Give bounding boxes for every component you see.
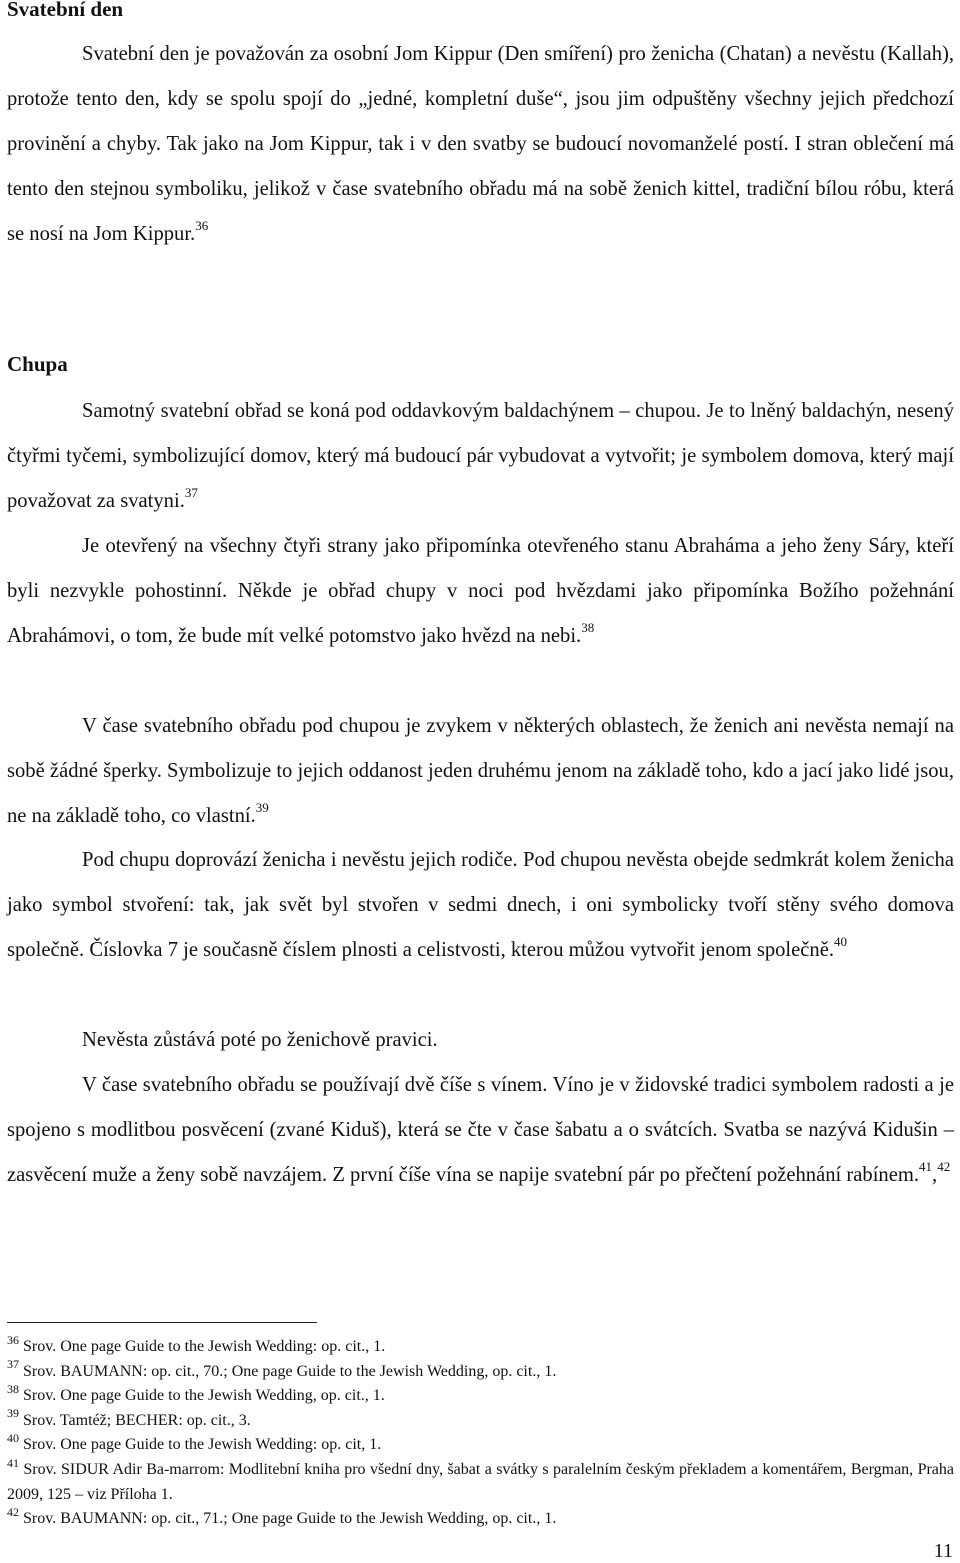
paragraph-jewelry xyxy=(7,704,954,839)
footnote-39 xyxy=(7,1406,954,1434)
footnote-ref: 41 xyxy=(919,1159,933,1175)
paragraph-abraham-tent xyxy=(7,524,954,659)
footnote-ref: 42 xyxy=(937,1159,951,1175)
footnote-ref: 37 xyxy=(184,485,198,501)
paragraph-text: V čase svatebního obřadu se používají dvě číše s vínem. Víno je v židovské tradici symbolem radosti a je spojeno s modlitbou posvěcení (zvané Kiduš), která se čte v čase šabatu a o svátcích. Svatba se nazývá Kidušin – zasvěcení muže a ženy sobě navzájem. Z první číše vína se napije svatební pár po přečtení požehnání rabínem. xyxy=(7,1074,954,1186)
footnote-number: 41 xyxy=(7,1455,19,1470)
paragraph-wine-cups xyxy=(7,1063,954,1198)
footnote-number: 39 xyxy=(7,1406,19,1421)
footnote-ref: 38 xyxy=(581,620,595,636)
footnote-text: Srov. One page Guide to the Jewish Wedding, op. cit., 1. xyxy=(23,1387,385,1405)
paragraph-text: Nevěsta zůstává poté po ženichově pravici. xyxy=(82,1029,438,1051)
footnote-text: Srov. SIDUR Adir Ba-marrom: Modlitební kniha pro všední dny, šabat a svátky s paralelním českým překladem a komentářem, Bergman, Praha 2009, 125 – viz Příloha 1. xyxy=(7,1460,955,1503)
paragraph-text: Pod chupu doprovází ženicha i nevěstu jejich rodiče. Pod chupou nevěsta obejde sedmkrát kolem ženicha jako symbol stvoření: tak, jak svět byl stvořen v sedmi dnech, i oni symbolicky tvoří stěny svého domova společně. Číslovka 7 je současně číslem plnosti a celistvosti, kterou můžou vytvořit jenom společně. xyxy=(7,849,954,961)
paragraph-text: Je otevřený na všechny čtyři strany jako připomínka otevřeného stanu Abraháma a jeho ženy Sáry, kteří byli nezvykle pohostinní. Někde je obřad chupy v noci pod hvězdami jako připomínka Božího požehnání Abrahámovi, o tom, že bude mít velké potomstvo jako hvězd na nebi. xyxy=(7,535,954,647)
footnote-text: Srov. One page Guide to the Jewish Wedding: op. cit., 1. xyxy=(23,1338,386,1355)
footnote-ref: 36 xyxy=(195,218,209,234)
paragraph-right-hand xyxy=(7,1018,954,1063)
paragraph-chupa-intro xyxy=(7,389,954,524)
footnote-text: Srov. BAUMANN: op. cit., 71.; One page Guide to the Jewish Wedding, op. cit., 1. xyxy=(23,1510,557,1528)
footnote-36 xyxy=(7,1332,954,1360)
footnote-ref: 39 xyxy=(255,800,269,816)
footnotes xyxy=(7,1332,955,1532)
footnote-text: Srov. One page Guide to the Jewish Wedding: op. cit, 1. xyxy=(23,1436,382,1454)
paragraph-text: V čase svatebního obřadu pod chupou je zvykem v některých oblastech, že ženich ani nevěsta nemají na sobě žádné šperky. Symbolizuje to jejich oddanost jeden druhému jenom na základě toho, kdo a jací jako lidé jsou, ne na základě toho, co vlastní. xyxy=(7,715,954,827)
footnote-38 xyxy=(7,1381,954,1409)
page-number: 11 xyxy=(933,1540,953,1562)
footnote-41 xyxy=(7,1455,955,1507)
footnote-text: Srov. Tamtéž; BECHER: op. cit., 3. xyxy=(23,1411,251,1429)
footnote-40 xyxy=(7,1433,954,1458)
section-heading-chupa: Chupa xyxy=(7,352,68,376)
paragraph-text: Svatební den je považován za osobní Jom Kippur (Den smíření) pro ženicha (Chatan) a nevěstu (Kallah), protože tento den, kdy se spolu spojí do „jedné, kompletní duše“, jsou jim odpuštěny všechny jejich předchozí provinění a chyby. Tak jako na Jom Kippur, tak i v den svatby se budoucí novomanželé postí. I stran oblečení má tento den stejnou symboliku, jelikož v čase svatebního obřadu má na sobě ženich kittel, tradiční bílou róbu, která se nosí na Jom Kippur. xyxy=(7,43,954,245)
footnote-37 xyxy=(7,1357,954,1385)
footnote-divider xyxy=(7,1322,317,1323)
footnote-number: 38 xyxy=(7,1381,19,1396)
footnote-number: 36 xyxy=(7,1332,19,1347)
footnote-number: 42 xyxy=(7,1504,19,1519)
paragraph-seven-circles xyxy=(7,838,954,973)
footnote-number: 40 xyxy=(7,1431,19,1446)
paragraph-text: Samotný svatební obřad se koná pod oddavkovým baldachýnem – chupou. Je to lněný baldachýn, nesený čtyřmi tyčemi, symbolizující domov, který má budoucí pár vybudovat a vytvořit; je symbolem domova, který mají považovat za svatyni. xyxy=(7,400,954,512)
footnote-text: Srov. BAUMANN: op. cit., 70.; One page Guide to the Jewish Wedding, op. cit., 1. xyxy=(23,1362,557,1380)
section-heading-wedding-day: Svatební den xyxy=(7,0,124,21)
footnote-42 xyxy=(7,1504,954,1532)
footnote-ref: 40 xyxy=(834,934,848,950)
footnote-ref-separator: , xyxy=(932,1164,938,1186)
paragraph-wedding-day xyxy=(7,32,954,257)
footnote-number: 37 xyxy=(7,1357,19,1372)
